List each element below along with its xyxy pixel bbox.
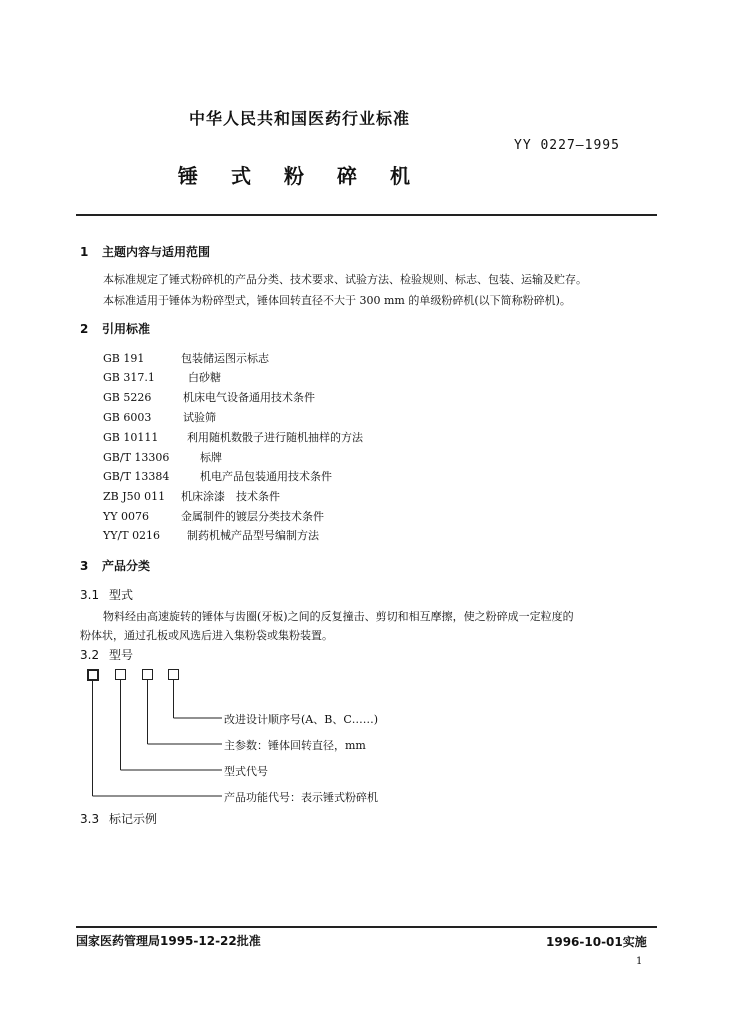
reference-code: GB 6003 [103,411,152,424]
section-title: 引用标准 [102,322,151,336]
reference-title: 机电产品包装通用技术条件 [200,470,332,483]
document-title: 锤式粉碎机 [178,164,443,188]
model-revision-box [168,669,179,680]
reference-code: GB 191 [103,352,145,365]
reference-code: YY 0076 [103,510,150,523]
model-label-main-param: 主参数：锤体回转直径，mm [224,739,366,752]
section-number: 2 [80,322,89,336]
reference-title: 包装储运图示标志 [181,352,269,365]
implementation-date: 1996-10-01实施 [546,935,647,949]
reference-code: ZB J50 011 [103,490,166,503]
model-label-type-code: 型式代号 [224,765,268,778]
reference-title: 标牌 [200,451,222,464]
reference-code: GB 317.1 [103,371,155,384]
reference-code: GB 5226 [103,391,152,404]
subsection-number: 3.1 [80,588,100,602]
subsection-title: 标记示例 [109,812,158,826]
section-title: 产品分类 [102,559,151,573]
reference-code: YY/T 0216 [103,529,161,542]
model-label-function-code: 产品功能代号：表示锤式粉碎机 [224,791,378,804]
subsection-3-3-heading [80,810,157,827]
subsection-3-1-paragraph-line-2: 粉体状，通过孔板或风选后进入集粉袋或集粉装置。 [80,629,333,642]
reference-code: GB/T 13384 [103,470,170,483]
model-type-code-box [115,669,126,680]
reference-title: 制药机械产品型号编制方法 [187,529,319,542]
subsection-number: 3.2 [80,648,100,662]
section-number: 1 [80,245,89,259]
reference-title: 机床电气设备通用技术条件 [183,391,315,404]
reference-code: GB 10111 [103,431,159,444]
reference-title: 试验筛 [183,411,216,424]
reference-code: GB/T 13306 [103,451,170,464]
reference-title: 金属制件的镀层分类技术条件 [181,510,324,523]
standard-name: 中华人民共和国医药行业标准 [189,109,411,128]
section-1-paragraph-2: 本标准适用于锤体为粉碎型式，锤体回转直径不大于 300 mm 的单级粉碎机(以下简称粉碎机)。 [103,294,571,307]
approval-line: 国家医药管理局1995-12-22批准 [76,934,261,948]
standard-code: YY 0227—1995 [514,138,620,153]
subsection-title: 型式 [109,588,134,602]
subsection-title: 型号 [109,648,134,662]
footer-rule [76,926,657,928]
model-label-revision: 改进设计顺序号(A、B、C……) [224,713,379,726]
section-number: 3 [80,559,89,573]
model-main-param-box [142,669,153,680]
page-number: 1 [636,956,643,967]
reference-title: 白砂糖 [188,371,221,384]
model-function-code-box [87,669,99,681]
section-1-paragraph-1: 本标准规定了锤式粉碎机的产品分类、技术要求、试验方法、检验规则、标志、包装、运输及贮存。 [103,273,587,286]
subsection-number: 3.3 [80,812,100,826]
reference-title: 利用随机数骰子进行随机抽样的方法 [187,431,363,444]
section-title: 主题内容与适用范围 [102,245,211,259]
subsection-3-1-paragraph-line-1: 物料经由高速旋转的锤体与齿圈(牙板)之间的反复撞击、剪切和相互摩擦，使之粉碎成一定粒度的 [103,610,574,623]
reference-title: 机床涂漆 技术条件 [181,490,280,503]
